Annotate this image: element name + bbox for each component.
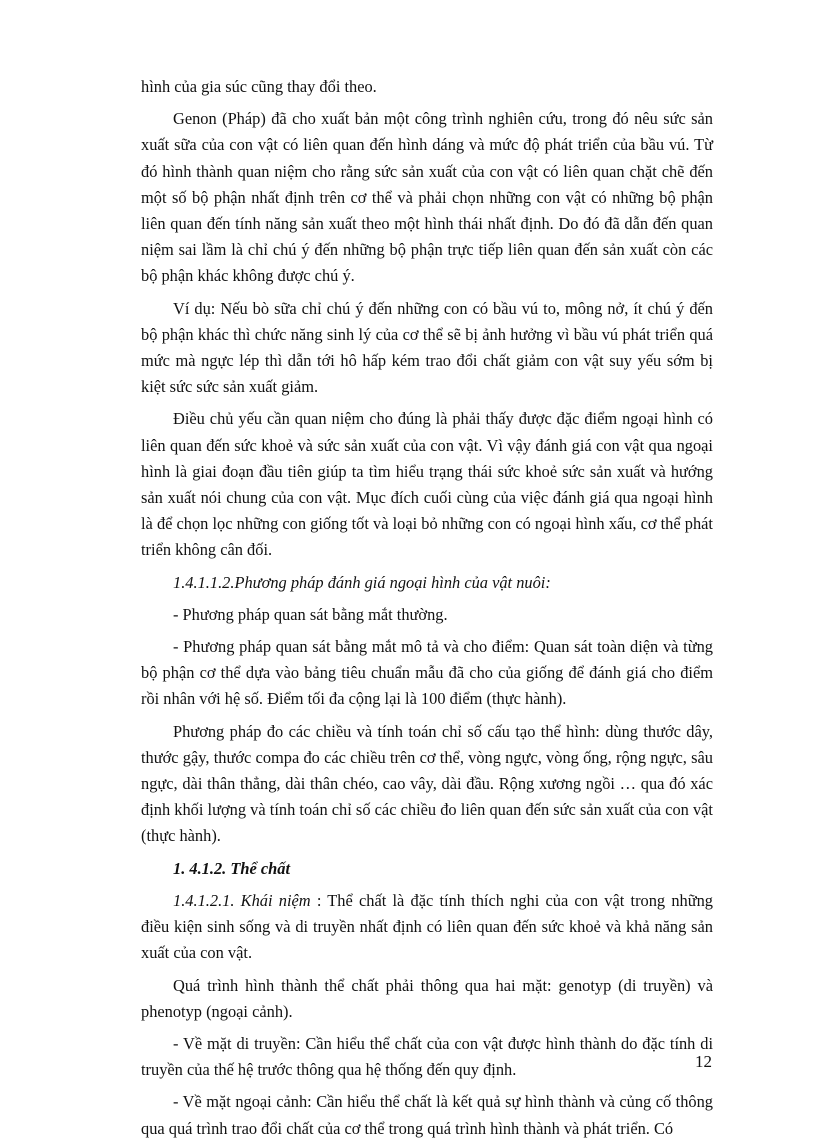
list-item-environment: - Về mặt ngoại cảnh: Cần hiểu thể chất là kết quả sự hình thành và củng cố thông qua quá trình trao đổi chất của cơ thể trong quá trình hình thành và phát triển. Có bbox=[141, 1092, 713, 1138]
definition-text: : Thể chất là đặc tính thích nghi của con vật trong những điều kiện sinh sống và di truyền nhất định có liên quan đến sức khoẻ và khả năng sản xuất của con vật. bbox=[141, 890, 713, 963]
paragraph-genon: Genon (Pháp) đã cho xuất bản một công trình nghiên cứu, trong đó nêu sức sản xuất sữa của con vật có liên quan đến hình dáng và mức độ phát triển của bầu vú. Từ đó hình thành quan niệm cho rằng sức sản xuất của con vật có liên quan chặt chẽ đến một số bộ phận nhất định trên cơ thể và phải chọn những con vật có những bộ phận liên quan đến tính năng sản xuất theo một hình thái nhất định. Do đó đã dẫn đến quan niệm sai lầm là chỉ chú ý đến những bộ phận trực tiếp liên quan đến sản xuất còn các bộ phận khác không được chú ý. bbox=[141, 109, 713, 286]
section-heading-constitution: 1. 4.1.2. Thể chất bbox=[173, 858, 291, 878]
definition-label: 1.4.1.2.1. Khái niệm bbox=[173, 890, 311, 910]
paragraph-definition bbox=[141, 888, 713, 967]
paragraph-main-concept: Điều chủ yếu cần quan niệm cho đúng là phải thấy được đặc điểm ngoại hình có liên quan đến sức khoẻ và sức sản xuất của con vật. Vì vậy đánh giá con vật qua ngoại hình là giai đoạn đầu tiên giúp ta tìm hiểu trạng thái sức khoẻ sức sản xuất và hướng sản xuất nói chung của con vật. Mục đích cuối cùng của việc đánh giá qua ngoại hình là để chọn lọc những con giống tốt và loại bỏ những con có ngoại hình xấu, cơ thể phát triển không cân đối. bbox=[141, 409, 713, 560]
subsection-heading-evaluation-methods: 1.4.1.1.2.Phương pháp đánh giá ngoại hình của vật nuôi: bbox=[173, 572, 551, 592]
paragraph-example: Ví dụ: Nếu bò sữa chỉ chú ý đến những con có bầu vú to, mông nở, ít chú ý đến bộ phận khác thì chức năng sinh lý của cơ thể sẽ bị ảnh hưởng vì bầu vú phát triển quá mức mà ngực lép thì dẫn tới hô hấp kém trao đổi chất giảm con vật suy yếu sớm bị kiệt sức sức sản xuất giảm. bbox=[141, 298, 713, 397]
list-item-genetics: - Về mặt di truyền: Cần hiểu thể chất của con vật được hình thành do đặc tính di truyền của thế hệ trước thông qua hệ thống đến quy định. bbox=[141, 1033, 713, 1080]
paragraph-measurement-method: Phương pháp đo các chiều và tính toán chỉ số cấu tạo thể hình: dùng thước dây, thước gậy, thước compa đo các chiều trên cơ thể, vòng ngực, vòng ống, rộng ngực, sâu ngực, dài thân thẳng, dài thân chéo, cao vây, dài đầu. Rộng xương ngồi … qua đó xác định khối lượng và tính toán chỉ số các chiều đo liên quan đến sức sản xuất của con vật (thực hành). bbox=[141, 721, 713, 846]
list-item-scoring-method: - Phương pháp quan sát bằng mắt mô tả và cho điểm: Quan sát toàn diện và từng bộ phận cơ thể dựa vào bảng tiêu chuẩn mẫu đã cho của giống để đánh giá cho điểm rồi nhân với hệ số. Điểm tối đa cộng lại là 100 điểm (thực hành). bbox=[141, 637, 713, 709]
page-body bbox=[141, 74, 713, 1148]
paragraph-formation-process: Quá trình hình thành thể chất phải thông qua hai mặt: genotyp (di truyền) và phenotyp (ngoại cảnh). bbox=[141, 975, 713, 1021]
list-item-visual-observation: - Phương pháp quan sát bằng mắt thường. bbox=[173, 604, 448, 624]
page-number: 12 bbox=[695, 1052, 712, 1071]
paragraph-continuation: hình của gia súc cũng thay đổi theo. bbox=[141, 77, 377, 96]
